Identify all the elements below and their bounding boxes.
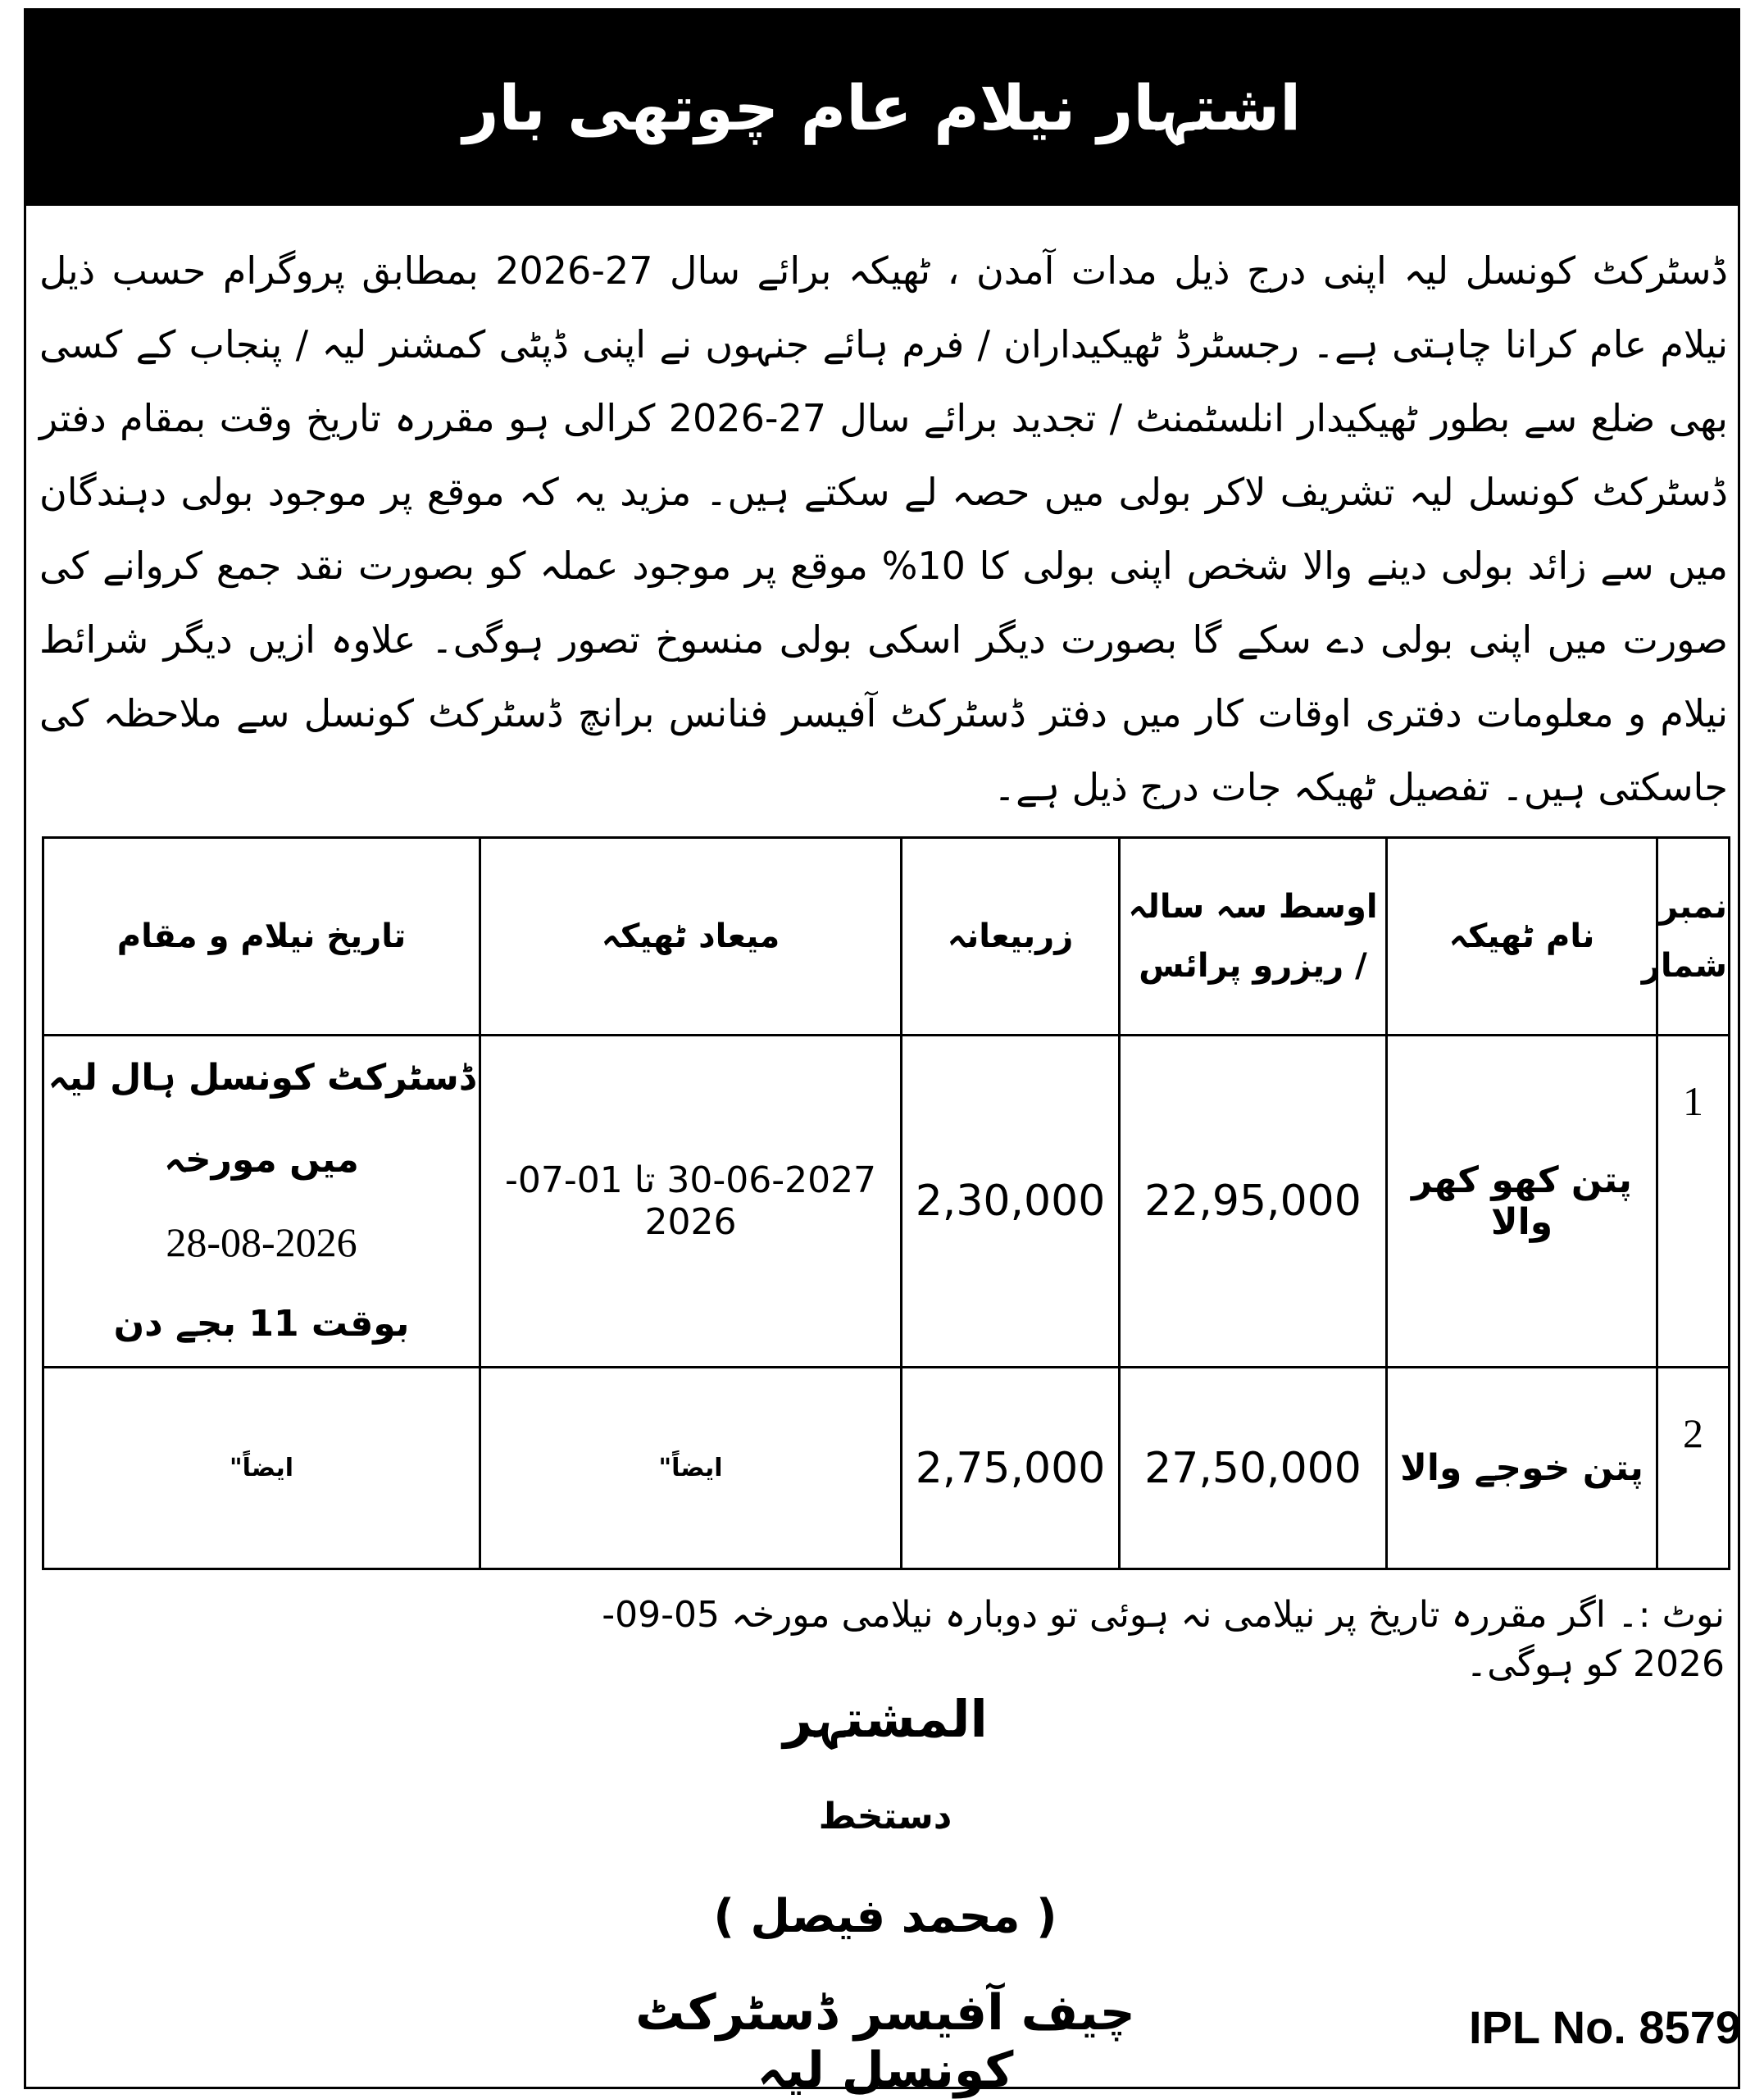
contracts-table: [42, 836, 1730, 1570]
row-reserve-price: 27,50,000: [1120, 1368, 1387, 1569]
header-contract-name: نام ٹھیکہ: [1387, 838, 1657, 1036]
signatory-name: ( محمد فیصل ): [713, 1890, 1057, 1943]
row-serial: 1: [1657, 1036, 1730, 1368]
table-row: [43, 1368, 1730, 1569]
note-text: نوٹ :۔ اگر مقررہ تاریخ پر نیلامی نہ ہوئی تو دوبارہ نیلامی مورخہ 05-09-2026 کو ہوگی۔: [602, 1594, 1725, 1685]
header-reserve-price: اوسط سہ سالہ / ریزرو پرائس: [1120, 838, 1387, 1036]
row-reserve-price: 22,95,000: [1120, 1036, 1387, 1368]
row-earnest-money: 2,75,000: [902, 1368, 1120, 1569]
table-row: [43, 1036, 1730, 1368]
title-banner: [26, 11, 1738, 206]
row-contract-period: ایضاً": [480, 1368, 902, 1569]
row-contract-name: پتن کھو کھر والا: [1387, 1036, 1657, 1368]
advertiser-label: المشتہر: [783, 1689, 988, 1749]
page-title: اشتہار نیلام عام چوتھی بار: [462, 71, 1302, 144]
header-auction-date-place: تاریخ نیلام و مقام: [43, 838, 480, 1036]
auction-date: 28-08-2026: [166, 1219, 357, 1265]
signature-label: دستخط: [818, 1796, 952, 1837]
row-contract-period: 30-06-2027 تا 01-07-2026: [480, 1036, 902, 1368]
header-contract-period: میعاد ٹھیکہ: [480, 838, 902, 1036]
table-header-row: [43, 838, 1730, 1036]
signatory-designation: چیف آفیسر ڈسٹرکٹ کونسل لیہ: [635, 1984, 1135, 2099]
row-contract-name: پتن خوجے والا: [1387, 1368, 1657, 1569]
header-serial: نمبر شمار: [1657, 838, 1730, 1036]
auction-time: بوقت 11 بجے دن: [113, 1303, 410, 1345]
header-earnest-money: زربیعانہ: [902, 838, 1120, 1036]
row-auction-date-place: [43, 1036, 480, 1368]
row-earnest-money: 2,30,000: [902, 1036, 1120, 1368]
row-serial: 2: [1657, 1368, 1730, 1569]
ipl-number: IPL No. 8579: [1468, 2001, 1741, 2053]
row-auction-date-place: ایضاً": [43, 1368, 480, 1569]
intro-paragraph: ڈسٹرکٹ کونسل لیہ اپنی درج ذیل مدات آمدن ، ٹھیکہ برائے سال 27-2026 بمطابق پروگرام حسب ذیل نیلام عام کرانا چاہتی ہے۔ رجسٹرڈ ٹھیکیداران / فرم ہائے جنہوں نے اپنی ڈپٹی کمشنر لیہ / پنجاب کے کسی بھی ضلع سے بطور ٹھیکیدار انلسٹمنٹ / تجدید برائے سال 27-2026 کرالی ہو مقررہ تاریخ وقت بمقام دفتر ڈسٹرکٹ کونسل لیہ تشریف لاکر بولی میں حصہ لے سکتے ہیں۔ مزید یہ کہ موقع پر موجود بولی دہندگان میں سے زائد بولی دینے والا شخص اپنی بولی کا 10% موقع پر موجود عملہ کو بصورت نقد جمع کروانے کی صورت میں اپنی بولی دے سکے گا بصورت دیگر اسکی بولی منسوخ تصور ہوگی۔ علاوہ ازیں دیگر شرائط نیلام و معلومات دفتری اوقات کار میں دفتر ڈسٹرکٹ آفیسر فنانس برانچ ڈسٹرکٹ کونسل سے ملاحظہ کی جاسکتی ہیں۔ تفصیل ٹھیکہ جات درج ذیل ہے۔: [39, 248, 1728, 809]
auction-venue: ڈسٹرکٹ کونسل ہال لیہ میں مورخہ: [48, 1057, 475, 1181]
